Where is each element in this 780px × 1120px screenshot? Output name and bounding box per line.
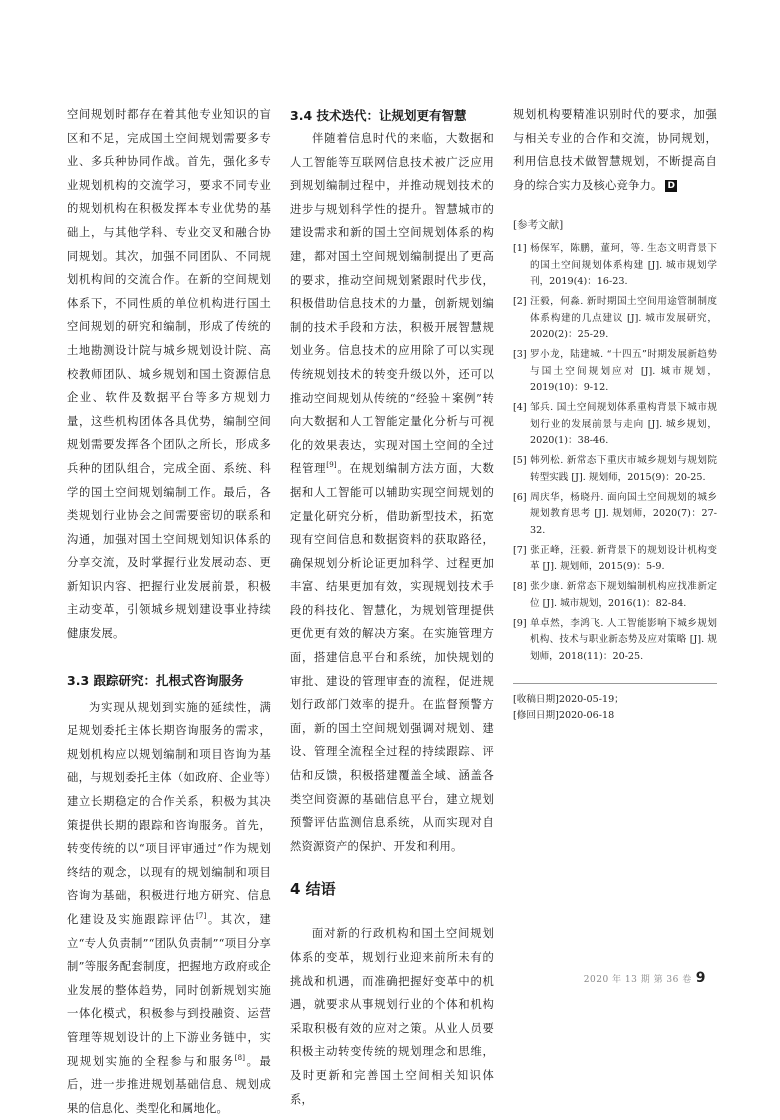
page-number: 9 bbox=[695, 970, 706, 986]
column-1 bbox=[67, 103, 271, 1120]
citation-ref: [7] bbox=[195, 912, 207, 921]
reference-item: [5] 韩列松. 新常态下重庆市城乡规划与规划院转型实践 [J]. 规划师，2015(9)：20-25. bbox=[513, 455, 717, 483]
reference-item: [2] 汪毅，何淼. 新时期国土空间用途管制制度体系构建的几点建议 [J]. 城市发展研究，2020(2)：25-29. bbox=[513, 296, 717, 341]
reference-item: [1] 杨保军，陈鹏，董珂，等. 生态文明背景下的国土空间规划体系构建 [J]. 城市规划学刊，2019(4)：16-23. bbox=[513, 243, 717, 288]
citation-ref: [8] bbox=[234, 1053, 246, 1062]
body-paragraph: 面对新的行政机构和国土空间规划体系的变革，规划行业迎来前所未有的挑战和机遇，而准确把握好变革中的机遇，就要求从事规划行业的个体和机构采取积极有效的应对之策。从业人员要积极主动转变传统的规划理念和思维，及时更新和完善国土空间相关知识体系， bbox=[290, 927, 494, 1106]
paragraph-text: 。最后，进一步推进规划基础信息、规划成果的信息化、类型化和属地化。 bbox=[67, 1054, 271, 1115]
issue-info: 2020 年 13 期 第 36 卷 bbox=[583, 975, 692, 985]
body-paragraph: 空间规划时都存在着其他专业知识的盲区和不足，完成国土空间规划需要多专业、多兵种协同作战。首先，强化多专业规划机构的交流学习，要求不同专业的规划机构在积极发挥本专业优势的基础上，与其他学科、专业交叉和融合协同规划。其次，加强不同团队、不同规划机构间的交流合作。在新的空间规划体系下，不同性质的单位机构进行国土空间规划的研究和编制，形成了传统的土地勘测设计院与城乡规划设计院、高校教师团队、城乡规划和国土资源信息企业、软件及数据平台等多方规划力量，这些机构团体各具优势，编制空间规划需要发挥各个团队之所长，形成多兵种的团队组合，完成全面、系统、科学的国土空间规划编制工作。最后，各类规划行业协会之间需要密切的联系和沟通，加强对国土空间规划知识体系的分享交流，及时掌握行业发展动态、更新知识内容、把握行业发展前景，积极主动变革，引领城乡规划建设事业持续健康发展。 bbox=[67, 108, 271, 641]
reference-item: [4] 邹兵. 国土空间规划体系重构背景下城市规划行业的发展前景与走向 [J]. 城乡规划，2020(1)：38-46. bbox=[513, 402, 717, 447]
reference-item: [6] 周庆华，杨晓丹. 面向国土空间规划的城乡规划教育思考 [J]. 规划师，2020(7)：27-32. bbox=[513, 491, 717, 536]
section-heading-3-4: 3.4 技术迭代：让规划更有智慧 bbox=[290, 108, 467, 123]
end-of-article-mark: D bbox=[667, 180, 676, 191]
revised-date: [修回日期]2020-06-18 bbox=[513, 710, 615, 722]
paragraph-text: 伴随着信息时代的来临，大数据和人工智能等互联网信息技术被广泛应用到规划编制过程中，并推动规划技术的进步与规划科学性的提升。智慧城市的建设需求和新的国土空间规划体系的构建，都对国土空间规划编制提出了更高的要求，推动空间规划紧跟时代步伐，积极借助信息技术的力量，创新规划编制的技术手段和方法，积极开展智慧规划业务。信息技术的应用除了可以实现传统规划技术的转变升级以外，还可以推动空间规划从传统的“经验＋案例”转向大数据和人工智能定量化分析与可视化的效果表达，实现对国土空间的全过程管理 bbox=[290, 132, 494, 476]
section-heading-4: 4 结语 bbox=[290, 880, 336, 899]
body-paragraph bbox=[290, 127, 494, 858]
reference-item: [9] 单卓然，李鸿飞. 人工智能影响下城乡规划机构、技术与职业新态势及应对策略 [J]. 规划师，2018(11)：20-25. bbox=[513, 617, 717, 662]
column-3 bbox=[513, 103, 717, 724]
paragraph-text: 为实现从规划到实施的延续性，满足规划委托主体长期咨询服务的需求，规划机构应以规划编制和项目咨询为基础，与规划委托主体（如政府、企业等）建立长期稳定的合作关系，积极为其决策提供长期的跟踪和咨询服务。首先，转变传统的以“项目评审通过”作为规划终结的观念，以现有的规划编制和项目咨询为基础，积极进行地方研究、信息化建设及实施跟踪评估 bbox=[67, 700, 271, 926]
reference-item: [3] 罗小龙，陆建城. “十四五”时期发展新趋势与国土空间规划应对 [J]. 城市规划，2019(10)：9-12. bbox=[513, 349, 717, 394]
section-heading-3-3: 3.3 跟踪研究：扎根式咨询服务 bbox=[67, 672, 244, 688]
body-paragraph bbox=[67, 696, 271, 1120]
body-paragraph bbox=[513, 103, 717, 197]
citation-ref: [9] bbox=[326, 461, 337, 470]
reference-list bbox=[513, 241, 717, 665]
paragraph-text: 规划机构要精准识别时代的要求，加强与相关专业的合作和交流，协同规划，利用信息技术做智慧规划，不断提高自身的综合实力及核心竞争力。 bbox=[513, 108, 717, 192]
article-dates bbox=[513, 683, 717, 724]
reference-item: [7] 张正峰，汪毅. 新背景下的规划设计机构变革 [J]. 规划师，2015(9)：5-9. bbox=[513, 544, 717, 573]
references-title: [参考文献] bbox=[513, 219, 564, 232]
reference-item: [8] 张少康. 新常态下规划编制机构应找准新定位 [J]. 城市规划，2016(1)：82-84. bbox=[513, 581, 717, 609]
paragraph-text: 。在规划编制方法方面，大数据和人工智能可以辅助实现空间规划的定量化研究分析，借助新型技术，拓宽现有空间信息和数据资料的获取路径，确保规划分析论证更加科学、过程更加丰富、结果更加有效，实现规划技术手段的科技化、智慧化，为规划管理提供更优更有效的解决方案。在实施管理方面，搭建信息平台和系统，加快规划的审批、建设的管理审查的流程，促进规划行政部门效率的提升。在监督预警方面，新的国土空间规划强调对规划、建设、管理全流程全过程的持续跟踪、评估和反馈，积极搭建覆盖全域、涵盖各类空间资源的基础信息平台，建立规划预警评估监测信息系统，从而实现对自然资源资产的保护、开发和利用。 bbox=[290, 462, 494, 853]
page-footer bbox=[584, 970, 706, 986]
column-2 bbox=[290, 103, 494, 1111]
paragraph-text: 。其次，建立“专人负责制”“团队负责制”“项目分享制”等服务配套制度，把握地方政府或企业发展的整体趋势，同时创新规划实施一体化模式，积极参与到投融资、运营管理等规划设计的上下游业务链中，实现规划实施的全程参与和服务 bbox=[67, 913, 271, 1068]
received-date: [收稿日期]2020-05-19； bbox=[513, 694, 624, 706]
